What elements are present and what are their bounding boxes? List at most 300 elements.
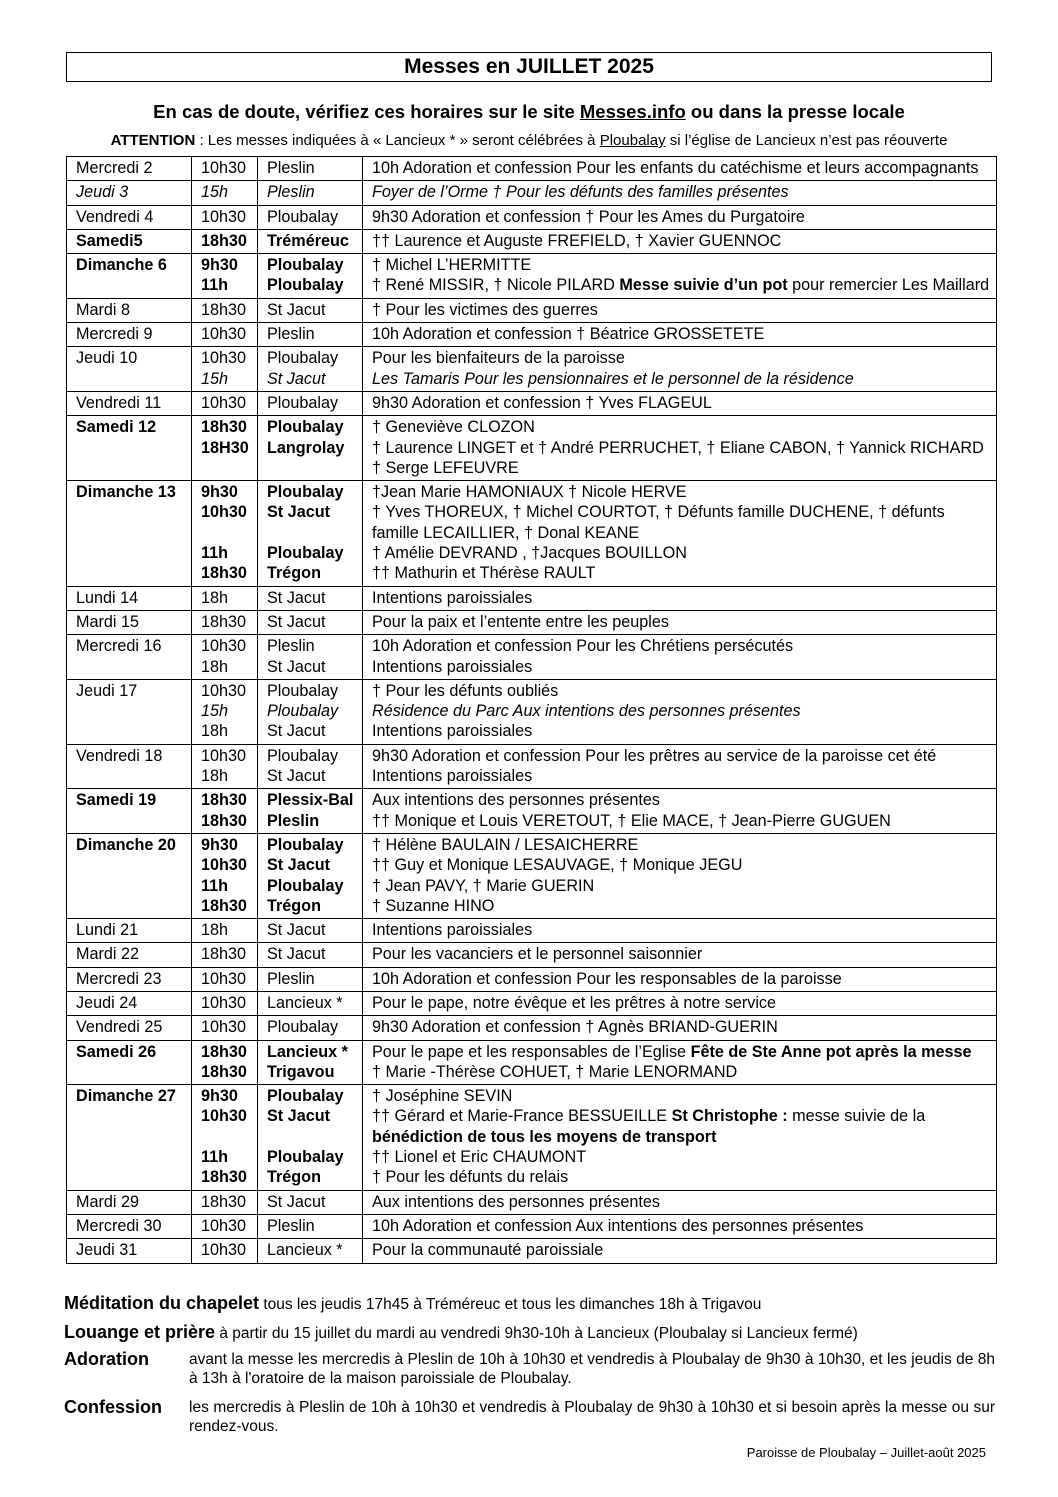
intention-segment: 9h30 Adoration et confession † Yves FLAGEUL: [372, 393, 712, 412]
mass-place: Pleslin: [267, 183, 315, 202]
subtitle-text-end: ou dans la presse locale: [685, 101, 905, 122]
intention-cell: [363, 744, 997, 789]
mass-place: Ploubalay: [267, 256, 344, 275]
time-cell: [192, 323, 258, 347]
place-cell: [258, 635, 363, 680]
intention-line: [372, 944, 996, 964]
day-cell: Samedi 19: [67, 789, 192, 834]
intention-line: [372, 1062, 996, 1082]
intention-line: [372, 543, 996, 563]
time-cell: [192, 416, 258, 481]
intention-line: [372, 969, 996, 989]
messes-info-link[interactable]: Messes.info: [579, 101, 686, 122]
mass-time: 18h: [201, 921, 229, 940]
intention-line: [372, 275, 996, 295]
mass-place: Lancieux *: [267, 1241, 343, 1260]
time-cell: [192, 1214, 258, 1238]
intention-line: [372, 182, 996, 202]
mass-place: Ploubalay: [267, 746, 339, 765]
mass-time: [201, 1127, 257, 1147]
mass-place: Ploubalay: [267, 702, 339, 721]
mass-time: 10h30: [201, 993, 247, 1012]
intention-segment: † Pour les défunts du relais: [372, 1168, 569, 1187]
table-row: [67, 744, 997, 789]
intention-line: [372, 231, 996, 251]
intention-cell: [363, 833, 997, 918]
day-cell: Lundi 14: [67, 586, 192, 610]
table-row: [67, 1040, 997, 1085]
place-cell: [258, 157, 363, 181]
table-row: [67, 347, 997, 392]
intention-cell: [363, 1214, 997, 1238]
intention-line: [372, 1192, 996, 1212]
mass-place: Ploubalay: [267, 544, 344, 563]
intention-cell: [363, 1085, 997, 1190]
intention-segment: † Joséphine SEVIN: [372, 1087, 513, 1106]
day-cell: Mardi 22: [67, 943, 192, 967]
chapelet-text: tous les jeudis 17h45 à Tréméreuc et tous les dimanches 18h à Trigavou: [259, 1296, 762, 1313]
intention-cell: [363, 323, 997, 347]
mass-time: 10h30: [201, 1107, 247, 1126]
intention-line: [372, 158, 996, 178]
louange-text: à partir du 15 juillet du mardi au vendredi 9h30-10h à Lancieux (Ploubalay si Lancieux fermé): [215, 1325, 858, 1342]
time-cell: [192, 391, 258, 415]
mass-time: 18h30: [201, 612, 247, 631]
day-cell: Mercredi 23: [67, 967, 192, 991]
day-cell: Mercredi 16: [67, 635, 192, 680]
intention-segment: † René MISSIR, † Nicole PILARD: [372, 276, 620, 295]
intention-line: [372, 438, 996, 458]
intention-cell: [363, 229, 997, 253]
place-cell: [258, 833, 363, 918]
intention-cell: [363, 943, 997, 967]
subtitle: [0, 100, 1058, 124]
intention-segment: †† Mathurin et Thérèse RAULT: [372, 564, 596, 583]
table-row: [67, 610, 997, 634]
intention-line: [372, 1127, 996, 1147]
mass-place: Ploubalay: [267, 349, 339, 368]
mass-time: 11h: [201, 544, 228, 563]
day-cell: Jeudi 17: [67, 679, 192, 744]
intention-line: [372, 855, 996, 875]
mass-time: 18H30: [201, 438, 249, 457]
intention-segment: 10h Adoration et confession Pour les Chrétiens persécutés: [372, 637, 794, 656]
intention-segment: Foyer de l’Orme † Pour les défunts des familles présentes: [372, 183, 789, 202]
intention-line: [372, 835, 996, 855]
mass-place: St Jacut: [267, 767, 326, 786]
intention-line: [372, 1240, 996, 1260]
table-row: [67, 1085, 997, 1190]
place-cell: [258, 1214, 363, 1238]
mass-time: 10h30: [201, 503, 247, 522]
mass-time: 18h30: [201, 1168, 247, 1187]
mass-time: 18h: [201, 767, 229, 786]
place-cell: [258, 610, 363, 634]
mass-time: 10h30: [201, 1216, 247, 1235]
mass-place: Tréméreuc: [267, 231, 349, 250]
day-cell: Vendredi 4: [67, 205, 192, 229]
intention-cell: [363, 1190, 997, 1214]
intention-segment: St Christophe :: [671, 1107, 788, 1126]
mass-place: Trigavou: [267, 1062, 335, 1081]
intention-segment: † Amélie DEVRAND , †Jacques BOUILLON: [372, 544, 687, 563]
time-cell: [192, 967, 258, 991]
intention-line: [372, 1017, 996, 1037]
intention-cell: [363, 967, 997, 991]
mass-time: 9h30: [201, 483, 238, 502]
intention-segment: † Geneviève CLOZON: [372, 418, 535, 437]
mass-time: 15h: [201, 183, 229, 202]
attention-text-end: si l’église de Lancieux n’est pas réouverte: [665, 132, 948, 149]
mass-time: 18h30: [201, 1192, 247, 1211]
intention-line: [372, 458, 996, 478]
time-cell: [192, 481, 258, 586]
mass-place: Plessix-Bal: [267, 791, 354, 810]
mass-place: Pleslin: [267, 811, 320, 830]
table-row: [67, 254, 997, 299]
table-row: [67, 586, 997, 610]
table-row: [67, 391, 997, 415]
intention-cell: [363, 919, 997, 943]
mass-place: Ploubalay: [267, 681, 339, 700]
intention-segment: pour remercier Les Maillard: [787, 276, 990, 295]
intention-line: [372, 1216, 996, 1236]
intention-segment: messe suivie de la: [787, 1107, 926, 1126]
mass-time: 11h: [201, 876, 228, 895]
mass-place: St Jacut: [267, 588, 326, 607]
intention-segment: Intentions paroissiales: [372, 767, 533, 786]
mass-place: St Jacut: [267, 945, 326, 964]
intention-segment: † Serge LEFEUVRE: [372, 458, 519, 477]
time-cell: [192, 1190, 258, 1214]
mass-time: 10h30: [201, 1241, 247, 1260]
page-title: Messes en JUILLET 2025: [66, 52, 992, 82]
mass-place: Trégon: [267, 896, 321, 915]
mass-time: 18h: [201, 588, 229, 607]
mass-time: 18h30: [201, 896, 247, 915]
intention-cell: [363, 254, 997, 299]
intention-segment: † Pour les victimes des guerres: [372, 300, 598, 319]
mass-time: 18h30: [201, 300, 247, 319]
intention-line: [372, 207, 996, 227]
table-row: [67, 205, 997, 229]
table-row: [67, 919, 997, 943]
day-cell: Samedi 12: [67, 416, 192, 481]
place-cell: [258, 586, 363, 610]
place-cell: [258, 481, 363, 586]
time-cell: [192, 919, 258, 943]
time-cell: [192, 586, 258, 610]
mass-place: Trégon: [267, 1168, 321, 1187]
day-cell: Jeudi 31: [67, 1239, 192, 1263]
mass-place: Ploubalay: [267, 483, 344, 502]
confession-label: Confession: [64, 1397, 163, 1417]
time-cell: [192, 205, 258, 229]
place-cell: [258, 1085, 363, 1190]
mass-time: 10h30: [201, 325, 247, 344]
time-cell: [192, 1085, 258, 1190]
mass-time: 18h30: [201, 418, 247, 437]
intention-segment: Résidence du Parc Aux intentions des personnes présentes: [372, 702, 801, 721]
day-cell: Samedi 26: [67, 1040, 192, 1085]
day-cell: Dimanche 20: [67, 833, 192, 918]
time-cell: [192, 1040, 258, 1085]
subtitle-text: En cas de doute, vérifiez ces horaires sur le site: [153, 101, 580, 122]
intention-segment: † Marie -Thérèse COHUET, † Marie LENORMAND: [372, 1062, 738, 1081]
mass-time: 10h30: [201, 681, 247, 700]
intention-line: [372, 1042, 996, 1062]
mass-time: [201, 523, 257, 543]
mass-place: Pleslin: [267, 159, 315, 177]
mass-place: St Jacut: [267, 657, 326, 676]
intention-line: [372, 612, 996, 632]
place-cell: [258, 416, 363, 481]
intention-cell: [363, 1239, 997, 1263]
intention-segment: † Pour les défunts oubliés: [372, 681, 559, 700]
mass-time: 18h30: [201, 811, 247, 830]
intention-segment: Fête de Ste Anne pot après la messe: [690, 1042, 972, 1061]
intention-line: [372, 701, 996, 721]
place-cell: [258, 991, 363, 1015]
intention-line: [372, 1106, 996, 1126]
mass-place: Lancieux *: [267, 1042, 348, 1061]
intention-line: [372, 920, 996, 940]
mass-time: 18h30: [201, 231, 247, 250]
intention-line: [372, 766, 996, 786]
time-cell: [192, 744, 258, 789]
intention-cell: [363, 157, 997, 181]
day-cell: Vendredi 25: [67, 1016, 192, 1040]
mass-place: Ploubalay: [267, 1018, 339, 1037]
mass-place: St Jacut: [267, 612, 326, 631]
mass-time: 18h30: [201, 564, 247, 583]
louange-label: Louange et prière: [64, 1322, 216, 1342]
intention-segment: † Laurence LINGET et † André PERRUCHET, † Eliane CABON, † Yannick RICHARD: [372, 438, 984, 457]
day-cell: Jeudi 24: [67, 991, 192, 1015]
mass-place: [267, 1127, 362, 1147]
intention-segment: 10h Adoration et confession † Béatrice GROSSETETE: [372, 325, 765, 344]
table-row: [67, 181, 997, 205]
intention-segment: † Hélène BAULAIN / LESAICHERRE: [372, 835, 639, 854]
place-cell: [258, 1040, 363, 1085]
footer: Paroisse de Ploubalay – Juillet-août 2025: [746, 1445, 986, 1460]
day-cell: Jeudi 3: [67, 181, 192, 205]
mass-place: Ploubalay: [267, 1087, 344, 1106]
chapelet-note: [64, 1292, 761, 1316]
intention-segment: Intentions paroissiales: [372, 921, 533, 940]
mass-time: 10h30: [201, 349, 247, 368]
time-cell: [192, 298, 258, 322]
intention-segment: Pour la communauté paroissiale: [372, 1241, 604, 1260]
table-row: [67, 991, 997, 1015]
place-cell: [258, 347, 363, 392]
intention-line: [372, 721, 996, 741]
mass-time: 10h30: [201, 856, 247, 875]
intention-segment: Intentions paroissiales: [372, 722, 533, 741]
mass-time: 18h: [201, 722, 229, 741]
table-row: [67, 943, 997, 967]
table-row: [67, 1214, 997, 1238]
mass-time: 9h30: [201, 256, 238, 275]
place-cell: [258, 391, 363, 415]
table-row: [67, 1190, 997, 1214]
day-cell: Vendredi 18: [67, 744, 192, 789]
mass-place: St Jacut: [267, 722, 326, 741]
intention-segment: Pour le pape et les responsables de l’Eglise: [372, 1042, 691, 1061]
intention-segment: † Jean PAVY, † Marie GUERIN: [372, 876, 595, 895]
time-cell: [192, 181, 258, 205]
mass-time: 18h30: [201, 1042, 247, 1061]
intention-line: [372, 482, 996, 502]
adoration-note: [64, 1348, 996, 1392]
intention-segment: †† Laurence et Auguste FREFIELD, † Xavier GUENNOC: [372, 231, 782, 250]
table-row: [67, 416, 997, 481]
place-cell: [258, 679, 363, 744]
intention-segment: 10h Adoration et confession Pour les enfants du catéchisme et leurs accompagnants: [372, 159, 979, 177]
mass-place: St Jacut: [267, 369, 326, 388]
intention-cell: [363, 416, 997, 481]
intention-segment: 10h Adoration et confession Aux intentions des personnes présentes: [372, 1216, 864, 1235]
mass-place: Trégon: [267, 564, 321, 583]
place-cell: [258, 919, 363, 943]
day-cell: Mercredi 2: [67, 157, 192, 181]
mass-place: Pleslin: [267, 325, 315, 344]
day-cell: Mercredi 30: [67, 1214, 192, 1238]
mass-place: Ploubalay: [267, 876, 344, 895]
time-cell: [192, 635, 258, 680]
place-cell: [258, 789, 363, 834]
mass-time: 9h30: [201, 835, 238, 854]
intention-segment: †Jean Marie HAMONIAUX † Nicole HERVE: [372, 483, 687, 502]
mass-place: Lancieux *: [267, 993, 343, 1012]
mass-place: Langrolay: [267, 438, 345, 457]
day-cell: Mercredi 9: [67, 323, 192, 347]
mass-place: Ploubalay: [267, 1148, 344, 1167]
table-row: [67, 967, 997, 991]
place-cell: [258, 181, 363, 205]
day-cell: Mardi 8: [67, 298, 192, 322]
intention-line: [372, 790, 996, 810]
intention-line: [372, 563, 996, 583]
intention-cell: [363, 347, 997, 392]
adoration-text: avant la messe les mercredis à Pleslin de 10h à 10h30 et vendredis à Ploubalay de 9h30 à 10h30, et les jeudis de 8h à 13h à l'oratoire de la maison paroissiale de Ploubalay.: [189, 1351, 995, 1387]
intention-segment: Pour le pape, notre évêque et les prêtres à notre service: [372, 993, 777, 1012]
intention-cell: [363, 586, 997, 610]
mass-place: Pleslin: [267, 969, 315, 988]
intention-line: [372, 502, 996, 522]
mass-place: Ploubalay: [267, 207, 339, 226]
intention-line: [372, 348, 996, 368]
place-cell: [258, 967, 363, 991]
intention-line: [372, 588, 996, 608]
mass-time: 11h: [201, 1148, 228, 1167]
day-cell: Samedi5: [67, 229, 192, 253]
mass-time: 9h30: [201, 1087, 238, 1106]
day-cell: Vendredi 11: [67, 391, 192, 415]
intention-segment: Aux intentions des personnes présentes: [372, 1192, 660, 1211]
time-cell: [192, 991, 258, 1015]
intention-cell: [363, 991, 997, 1015]
intention-segment: †† Lionel et Eric CHAUMONT: [372, 1148, 587, 1167]
intention-cell: [363, 205, 997, 229]
mass-place: St Jacut: [267, 1192, 326, 1211]
time-cell: [192, 610, 258, 634]
intention-line: [372, 1086, 996, 1106]
attention-place: Ploubalay: [599, 132, 666, 149]
mass-time: 18h: [201, 657, 229, 676]
time-cell: [192, 1016, 258, 1040]
mass-time: 18h30: [201, 945, 247, 964]
day-cell: Dimanche 13: [67, 481, 192, 586]
mass-place: St Jacut: [267, 1107, 330, 1126]
intention-cell: [363, 481, 997, 586]
time-cell: [192, 229, 258, 253]
table-row: [67, 157, 997, 181]
intention-cell: [363, 391, 997, 415]
mass-time: 10h30: [201, 1018, 247, 1037]
day-cell: Jeudi 10: [67, 347, 192, 392]
time-cell: [192, 943, 258, 967]
intention-line: [372, 417, 996, 437]
intention-line: [372, 681, 996, 701]
day-cell: Mardi 29: [67, 1190, 192, 1214]
day-cell: Dimanche 27: [67, 1085, 192, 1190]
time-cell: [192, 347, 258, 392]
time-cell: [192, 157, 258, 181]
mass-place: [267, 458, 362, 478]
table-row: [67, 1239, 997, 1263]
mass-time: 10h30: [201, 746, 247, 765]
mass-time: 10h30: [201, 969, 247, 988]
place-cell: [258, 744, 363, 789]
table-row: [67, 229, 997, 253]
table-row: [67, 1016, 997, 1040]
intention-segment: Pour les bienfaiteurs de la paroisse: [372, 349, 625, 368]
day-cell: Dimanche 6: [67, 254, 192, 299]
intention-line: [372, 300, 996, 320]
intention-line: [372, 636, 996, 656]
mass-time: 18h30: [201, 1062, 247, 1081]
intention-line: [372, 811, 996, 831]
place-cell: [258, 205, 363, 229]
time-cell: [192, 1239, 258, 1263]
louange-note: [64, 1321, 858, 1345]
intention-cell: [363, 1016, 997, 1040]
mass-place: Ploubalay: [267, 276, 344, 295]
intention-segment: †† Gérard et Marie-France BESSUEILLE: [372, 1107, 672, 1126]
mass-time: 10h30: [201, 159, 247, 177]
place-cell: [258, 298, 363, 322]
intention-segment: Pour la paix et l’entente entre les peuples: [372, 612, 669, 631]
place-cell: [258, 1016, 363, 1040]
intention-cell: [363, 635, 997, 680]
day-cell: Mardi 15: [67, 610, 192, 634]
intention-segment: †† Guy et Monique LESAUVAGE, † Monique JEGU: [372, 856, 743, 875]
intention-line: [372, 993, 996, 1013]
intention-segment: famille LECAILLIER, † Donal KEANE: [372, 523, 640, 542]
place-cell: [258, 254, 363, 299]
intention-line: [372, 1147, 996, 1167]
time-cell: [192, 679, 258, 744]
intention-cell: [363, 181, 997, 205]
place-cell: [258, 323, 363, 347]
intention-segment: †† Monique et Louis VERETOUT, † Elie MACE, † Jean-Pierre GUGUEN: [372, 811, 891, 830]
intention-segment: Aux intentions des personnes présentes: [372, 791, 660, 810]
mass-time: 10h30: [201, 207, 247, 226]
mass-place: Pleslin: [267, 1216, 315, 1235]
intention-segment: 9h30 Adoration et confession † Pour les Ames du Purgatoire: [372, 207, 805, 226]
place-cell: [258, 1239, 363, 1263]
